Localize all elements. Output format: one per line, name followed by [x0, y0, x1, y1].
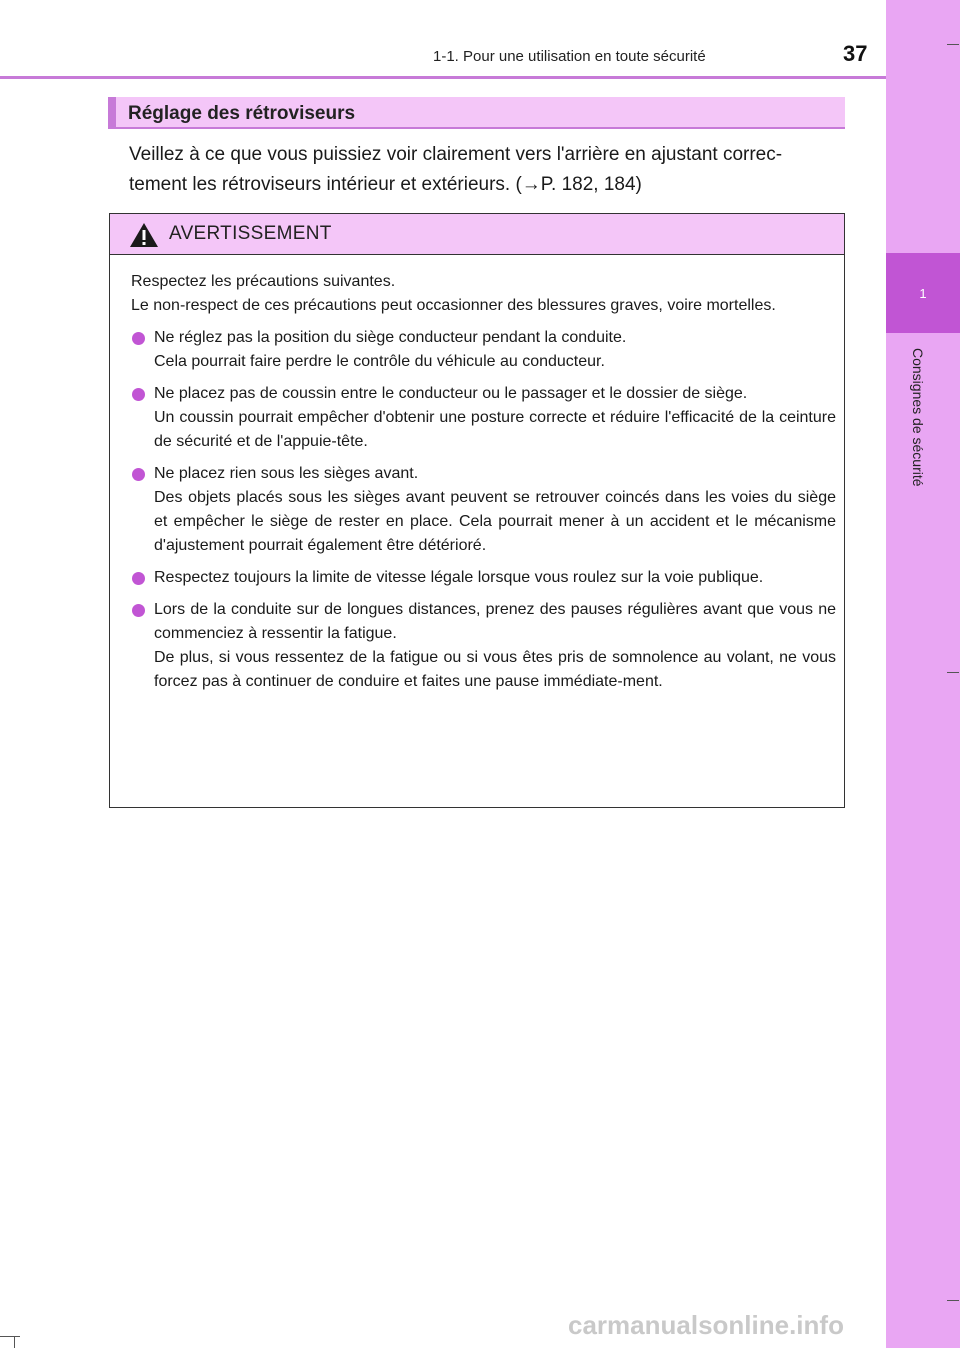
warning-item-text: Un coussin pourrait empêcher d'obtenir une posture correcte et réduire l'efficacité de la ceinture de sécurité et de l'appuie-tête.	[154, 409, 836, 450]
bullet-icon	[132, 468, 145, 481]
warning-item-text: Lors de la conduite sur de longues distances, prenez des pauses régulières avant que vous ne commenciez à ressentir la fatigue.	[154, 601, 836, 642]
crop-mark	[947, 672, 959, 673]
warning-body	[110, 255, 844, 694]
page-number: 37	[843, 41, 868, 66]
chapter-number-tab: 1	[886, 253, 960, 333]
section-heading	[108, 97, 845, 129]
warning-title: AVERTISSEMENT	[169, 223, 332, 244]
warning-intro: Le non-respect de ces précautions peut occasionner des blessures graves, voire mortelles.	[131, 297, 776, 314]
bullet-icon	[132, 332, 145, 345]
section-intro	[129, 140, 845, 200]
section-heading-text: Réglage des rétroviseurs	[128, 103, 356, 124]
running-header: 1-1. Pour une utilisation en toute sécurité	[433, 48, 706, 65]
warning-item-text: Ne réglez pas la position du siège conducteur pendant la conduite.	[154, 329, 627, 346]
warning-item-text: Ne placez pas de coussin entre le conducteur ou le passager et le dossier de siège.	[154, 385, 748, 402]
warning-item-text: Cela pourrait faire perdre le contrôle du véhicule au conducteur.	[154, 353, 605, 370]
warning-header	[110, 214, 844, 255]
warning-item	[131, 326, 836, 374]
intro-line: tement les rétroviseurs intérieur et extérieurs. (→P. 182, 184)	[129, 174, 642, 195]
crop-mark	[14, 1336, 15, 1348]
warning-item	[131, 566, 836, 590]
warning-item	[131, 462, 836, 558]
watermark: carmanualsonline.info	[568, 1310, 844, 1340]
warning-intro: Respectez les précautions suivantes.	[131, 273, 396, 290]
crop-mark	[947, 44, 959, 45]
bullet-icon	[132, 572, 145, 585]
warning-box	[109, 213, 845, 808]
chapter-label: Consignes de sécurité	[910, 348, 926, 487]
warning-item	[131, 382, 836, 454]
intro-line: Veillez à ce que vous puissiez voir clairement vers l'arrière en ajustant correc-	[129, 144, 783, 165]
warning-item	[131, 598, 836, 694]
warning-triangle-icon	[129, 222, 159, 248]
header-rule	[0, 76, 886, 79]
bullet-icon	[132, 604, 145, 617]
crop-mark	[947, 1300, 959, 1301]
warning-item-text: Des objets placés sous les sièges avant peuvent se retrouver coincés dans les voies du siège et empêcher le siège de rester en place. Cela pourrait mener à un accident et le mécanisme d'ajustement pourrait également être détérioré.	[154, 489, 836, 554]
chapter-sidebar	[886, 0, 960, 1348]
warning-item-text: De plus, si vous ressentez de la fatigue ou si vous êtes pris de somnolence au volant, ne vous forcez pas à continuer de conduire et faites une pause immédiate-ment.	[154, 649, 836, 690]
crop-mark	[0, 1336, 20, 1337]
warning-item-text: Ne placez rien sous les sièges avant.	[154, 465, 419, 482]
bullet-icon	[132, 388, 145, 401]
warning-item-text: Respectez toujours la limite de vitesse légale lorsque vous roulez sur la voie publique.	[154, 569, 764, 586]
